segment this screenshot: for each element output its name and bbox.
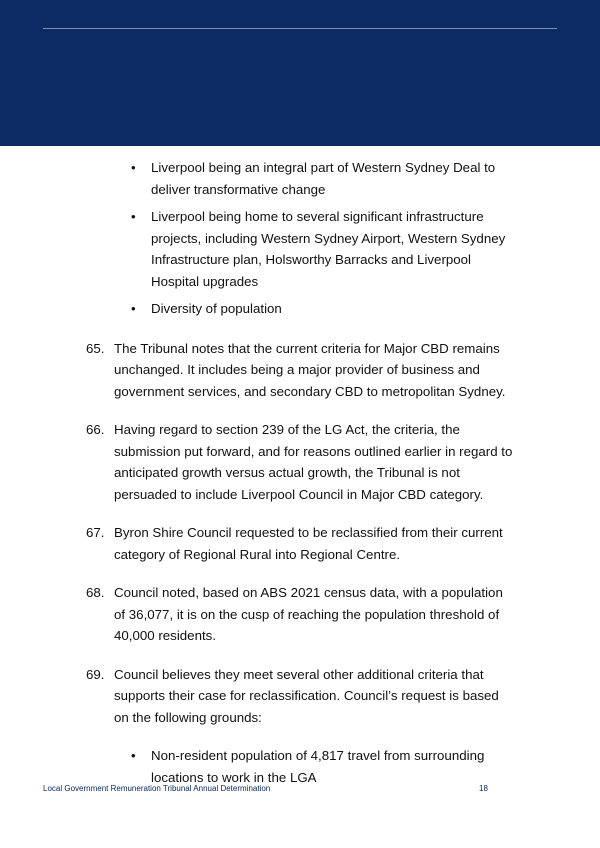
bullet-text: Liverpool being an integral part of Western Sydney Deal to deliver transformative change — [151, 160, 496, 197]
list-item — [0, 157, 521, 200]
bullet-icon: • — [131, 160, 136, 175]
footer-title: Local Government Remuneration Tribunal Annual Determination — [43, 784, 271, 793]
paragraph-number: 66. — [86, 422, 105, 437]
bullet-text: Liverpool being home to several significant infrastructure projects, including Western Sydney Airport, Western Sydney Infrastructure plan, Holsworthy Barracks and Liverpool Hospital upgrades — [151, 209, 506, 289]
list-item — [0, 298, 521, 320]
bullet-icon: • — [131, 301, 136, 316]
bullet-text: Non-resident population of 4,817 travel from surrounding locations to work in the LGA — [151, 748, 485, 785]
paragraph-text: Byron Shire Council requested to be reclassified from their current category of Regional Rural into Regional Centre. — [114, 525, 503, 562]
header-rule — [43, 28, 557, 29]
paragraph-number: 69. — [86, 666, 105, 682]
paragraph-text: Council noted, based on ABS 2021 census data, with a population of 36,077, it is on the cusp of reaching the population threshold of 40,000 residents. — [114, 585, 503, 643]
bullet-icon: • — [131, 748, 136, 763]
paragraph-text: Having regard to section 239 of the LG Act, the criteria, the submission put forward, and for reasons outlined earlier in regard to anticipated growth versus actual growth, the Tribunal is not persuaded to include Liverpool Council in Major CBD category. — [114, 422, 513, 502]
paragraph-number: 68. — [86, 585, 105, 600]
page-footer — [43, 784, 557, 793]
paragraph-65 — [0, 338, 514, 403]
paragraph-69 — [0, 664, 514, 729]
bullet-text: Diversity of population — [151, 301, 282, 316]
header-band — [0, 0, 600, 146]
paragraph-68 — [0, 582, 514, 647]
list-item — [0, 745, 521, 788]
paragraph-67 — [0, 522, 514, 565]
paragraph-text: The Tribunal notes that the current criteria for Major CBD remains unchanged. It includes being a major provider of business and government services, and secondary CBD to metropolitan Sydney. — [114, 340, 506, 399]
bullet-icon: • — [131, 209, 136, 224]
document-body — [0, 157, 600, 788]
list-item — [0, 206, 521, 292]
page-number: 18 — [479, 784, 488, 793]
paragraph-text: Council believes they meet several other additional criteria that supports their case for reclassification. Council’s request is based on the following grounds: — [114, 666, 499, 725]
bullet-list-top — [0, 157, 600, 320]
paragraph-number: 67. — [86, 525, 105, 540]
paragraph-number: 65. — [86, 340, 105, 356]
bullet-list-bottom — [0, 745, 600, 788]
paragraph-66 — [0, 419, 514, 505]
